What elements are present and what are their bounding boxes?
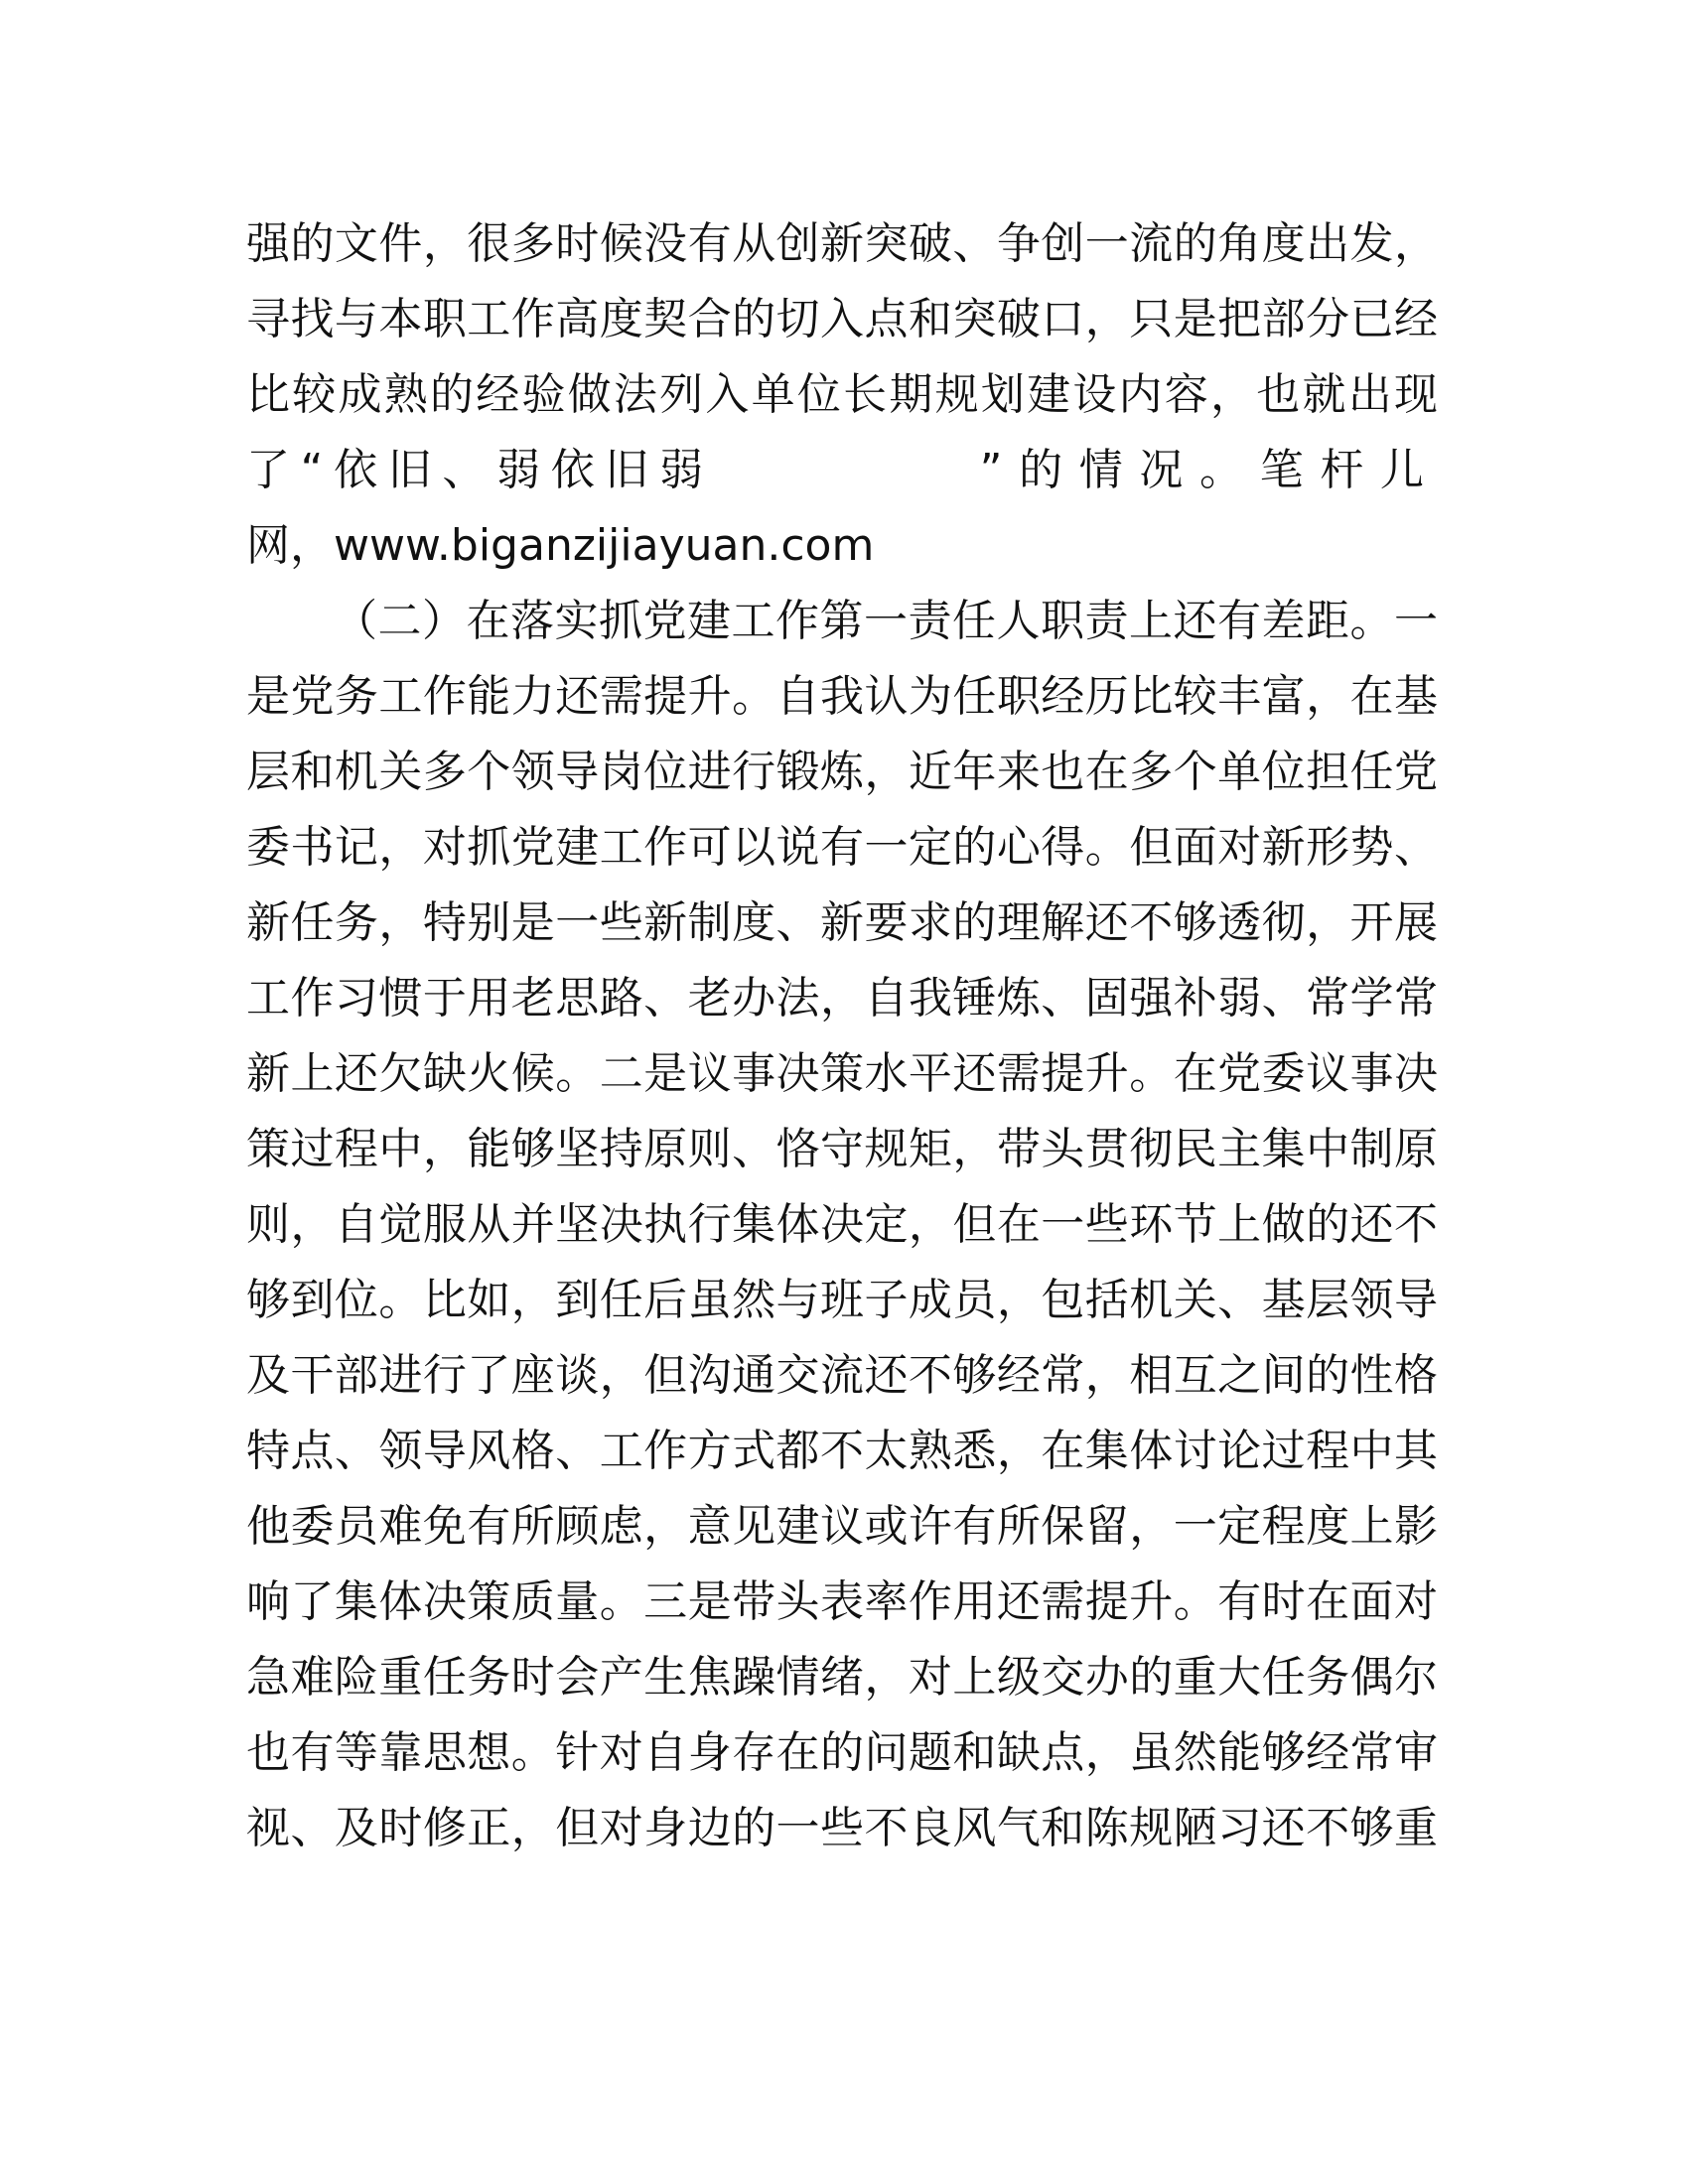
document-body xyxy=(246,206,1438,1866)
paragraph-2-line-12: 特点、领导风格、工作方式都不太熟悉，在集体讨论过程中其 xyxy=(246,1426,1438,1476)
paragraph-1-line-4-end: ”的情况。笔杆儿 xyxy=(979,445,1438,495)
paragraph-2-line-4: 委书记，对抓党建工作可以说有一定的心得。但面对新形势、 xyxy=(246,822,1438,873)
paragraph-1-line-4-start: 了“依旧、弱依旧弱 xyxy=(246,445,714,495)
paragraph-2-line-16: 也有等靠思想。针对自身存在的问题和缺点，虽然能够经常审 xyxy=(246,1727,1438,1778)
paragraph-2-line-10: 够到位。比如，到任后虽然与班子成员，包括机关、基层领导 xyxy=(246,1275,1438,1325)
paragraph-2-line-14: 响了集体决策质量。三是带头表率作用还需提升。有时在面对 xyxy=(246,1576,1438,1627)
paragraph-2-line-6: 工作习惯于用老思路、老办法，自我锤炼、固强补弱、常学常 xyxy=(246,973,1438,1024)
paragraph-1-line-3: 比较成熟的经验做法列入单位长期规划建设内容，也就出现 xyxy=(246,369,1438,420)
paragraph-2-line-5: 新任务，特别是一些新制度、新要求的理解还不够透彻，开展 xyxy=(246,897,1438,948)
paragraph-1-line-5: 网，www.biganzijiayuan.com xyxy=(246,520,875,571)
paragraph-2-line-8: 策过程中，能够坚持原则、恪守规矩，带头贯彻民主集中制原 xyxy=(246,1124,1438,1174)
paragraph-2-line-3: 层和机关多个领导岗位进行锻炼，近年来也在多个单位担任党 xyxy=(246,747,1438,797)
paragraph-2-line-11: 及干部进行了座谈，但沟通交流还不够经常，相互之间的性格 xyxy=(246,1350,1438,1401)
paragraph-2-line-17: 视、及时修正，但对身边的一些不良风气和陈规陋习还不够重 xyxy=(246,1803,1438,1853)
paragraph-2-line-9: 则，自觉服从并坚决执行集体决定，但在一些环节上做的还不 xyxy=(246,1199,1438,1250)
paragraph-1-line-1: 强的文件，很多时候没有从创新突破、争创一流的角度出发， xyxy=(246,218,1438,269)
paragraph-2-line-2: 是党务工作能力还需提升。自我认为任职经历比较丰富，在基 xyxy=(246,671,1438,722)
paragraph-2-line-7: 新上还欠缺火候。二是议事决策水平还需提升。在党委议事决 xyxy=(246,1048,1438,1099)
paragraph-2-line-1: （二）在落实抓党建工作第一责任人职责上还有差距。一 xyxy=(334,596,1438,646)
paragraph-1-line-2: 寻找与本职工作高度契合的切入点和突破口，只是把部分已经 xyxy=(246,294,1438,344)
paragraph-2-line-13: 他委员难免有所顾虑，意见建议或许有所保留，一定程度上影 xyxy=(246,1501,1438,1552)
paragraph-2-line-15: 急难险重任务时会产生焦躁情绪，对上级交办的重大任务偶尔 xyxy=(246,1652,1438,1703)
paragraph-1-line-4 xyxy=(246,433,1438,508)
